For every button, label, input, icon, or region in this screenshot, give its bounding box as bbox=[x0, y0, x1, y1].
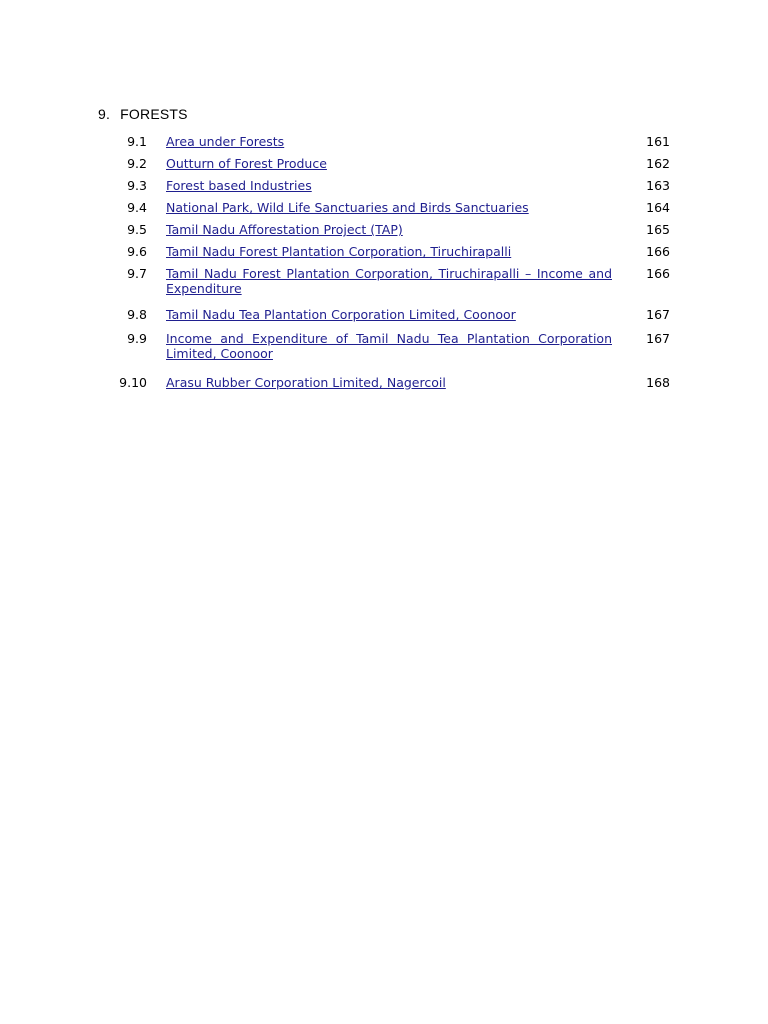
toc-link[interactable]: National Park, Wild Life Sanctuaries and Birds Sanctuaries bbox=[166, 200, 529, 215]
page-number: 162 bbox=[646, 156, 670, 171]
page-number: 166 bbox=[646, 266, 670, 281]
page-number: 167 bbox=[646, 331, 670, 346]
section-number: 9.2 bbox=[127, 156, 147, 171]
chapter-title: FORESTS bbox=[120, 106, 188, 122]
toc-link[interactable]: Tamil Nadu Forest Plantation Corporation, Tiruchirapalli – Income and Expenditure bbox=[166, 266, 612, 296]
page-number: 161 bbox=[646, 134, 670, 149]
page-number: 166 bbox=[646, 244, 670, 259]
section-number: 9.1 bbox=[127, 134, 147, 149]
section-number: 9.6 bbox=[127, 244, 147, 259]
toc-link[interactable]: Tamil Nadu Forest Plantation Corporation, Tiruchirapalli bbox=[166, 244, 512, 259]
chapter-number: 9. bbox=[98, 106, 111, 122]
chapter-heading bbox=[98, 106, 188, 122]
toc-link[interactable]: Tamil Nadu Afforestation Project (TAP) bbox=[166, 222, 403, 237]
section-number: 9.4 bbox=[127, 200, 147, 215]
section-number: 9.8 bbox=[127, 307, 147, 322]
toc-link[interactable]: Income and Expenditure of Tamil Nadu Tea Plantation Corporation Limited, Coonoor bbox=[166, 331, 612, 361]
toc-link[interactable]: Tamil Nadu Tea Plantation Corporation Limited, Coonoor bbox=[166, 307, 516, 322]
toc-link[interactable]: Forest based Industries bbox=[166, 178, 312, 193]
section-number: 9.7 bbox=[127, 266, 147, 281]
section-number: 9.3 bbox=[127, 178, 147, 193]
page-number: 163 bbox=[646, 178, 670, 193]
section-number: 9.10 bbox=[119, 375, 147, 390]
page-number: 167 bbox=[646, 307, 670, 322]
toc-link[interactable]: Area under Forests bbox=[166, 134, 285, 149]
page-number: 164 bbox=[646, 200, 670, 215]
toc-link[interactable]: Outturn of Forest Produce bbox=[166, 156, 327, 171]
toc-link[interactable]: Arasu Rubber Corporation Limited, Nagercoil bbox=[166, 375, 446, 390]
section-number: 9.5 bbox=[127, 222, 147, 237]
page-number: 165 bbox=[646, 222, 670, 237]
section-number: 9.9 bbox=[127, 331, 147, 346]
page-number: 168 bbox=[646, 375, 670, 390]
